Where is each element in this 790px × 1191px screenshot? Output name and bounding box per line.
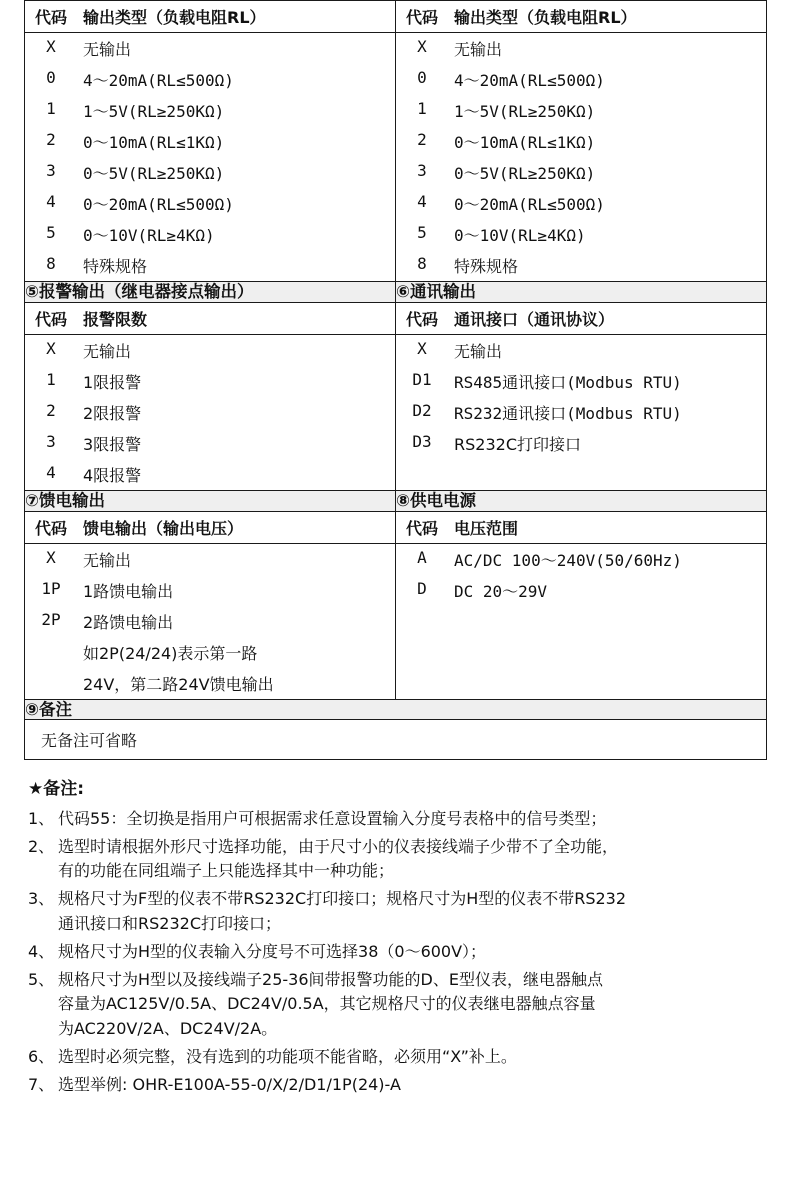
row-code: X [46,338,56,358]
row-code: 0 [46,68,56,87]
section-body-row-9 [25,720,767,760]
table-row [25,64,395,95]
note-number: 4、 [28,941,55,961]
table-row [25,126,395,157]
row-desc: 4限报警 [83,465,142,485]
section-6-band: ⑥通讯输出 [396,282,767,303]
table-row [396,219,766,250]
notes-title: ★备注: [28,779,85,800]
specification-table [24,0,767,760]
table-row [25,428,395,459]
table-row [25,397,395,428]
row-code: 2 [417,130,427,149]
note-item [24,1045,766,1070]
row-desc: 2限报警 [83,403,142,423]
table-row [25,157,395,188]
note-item [24,968,766,1042]
row-desc: 0～20mA(RL≤500Ω) [454,195,605,214]
section-5-list [25,334,396,490]
note-number: 7、 [28,1074,55,1094]
row-code: D3 [412,431,432,451]
note-line: 通讯接口和RS232C打印接口； [58,913,281,933]
row-desc: 0～10mA(RL≤1KΩ) [83,133,225,152]
note-number: 5、 [28,969,55,989]
row-desc: 无输出 [83,341,132,361]
row-desc: 特殊规格 [454,257,519,276]
table-row [25,459,395,490]
section-6-header-cell [396,302,767,334]
row-desc: 1～5V(RL≥250KΩ) [83,102,225,121]
row-code: X [46,547,56,567]
note-line: 选型举例: OHR-E100A-55-0/X/2/D1/1P(24)-A [58,1074,401,1094]
table-row [25,575,395,606]
row-code: 1P [41,578,61,598]
note-line: 规格尺寸为F型的仪表不带RS232C打印接口；规格尺寸为H型的仪表不带RS232 [58,889,627,909]
section-9-band: ⑨备注 [25,699,767,720]
section-band-row-9 [25,699,767,720]
row-code: 8 [417,254,427,273]
table-row [396,335,766,366]
section-band-row-7-8 [25,490,767,511]
output-type-header-row [25,1,767,33]
table-row [25,250,395,281]
row-desc: 无输出 [83,40,132,59]
row-desc: 3限报警 [83,434,142,454]
row-code: X [417,37,427,56]
section-6-list [396,334,767,490]
note-line: 有的功能在同组端子上只能选择其中一种功能； [58,861,395,881]
code-column-label: 代码 [405,518,438,538]
table-row [396,33,766,64]
row-code: 2 [46,400,56,420]
note-number: 3、 [28,889,55,909]
row-desc: 1路馈电输出 [83,581,174,601]
section-body-row-7-8 [25,543,767,699]
row-desc: 1限报警 [83,372,142,392]
row-code: 3 [46,161,56,180]
section-body-row-5-6 [25,334,767,490]
row-code: X [46,37,56,56]
table-row [25,188,395,219]
section-8-list [396,543,767,699]
row-desc: 无输出 [83,550,132,570]
note-line: 选型时请根据外形尺寸选择功能，由于尺寸小的仪表接线端子少带不了全功能， [58,836,619,856]
row-desc: 1～5V(RL≥250KΩ) [454,102,596,121]
row-code [25,637,77,645]
section-6-column-label: 通讯接口（通讯协议） [454,309,615,329]
table-row [25,366,395,397]
section-9-value: 无备注可省略 [25,720,767,760]
code-column-label: 代码 [34,309,67,329]
output-type-header-cell-left [25,1,396,33]
row-desc: 4～20mA(RL≤500Ω) [83,71,234,90]
row-code: 0 [417,68,427,87]
section-band-row-5-6 [25,282,767,303]
row-code: D [417,578,427,598]
note-item [24,835,766,885]
section-header-row-5-6 [25,302,767,334]
output-type-title: 输出类型（负载电阻RL） [454,8,637,27]
row-code: 5 [46,223,56,242]
row-code: 4 [46,192,56,211]
section-8-band: ⑧供电电源 [396,490,767,511]
row-desc: 4～20mA(RL≤500Ω) [454,71,605,90]
row-code: 2 [46,130,56,149]
table-row [25,95,395,126]
section-7-header-cell [25,511,396,543]
row-code: A [417,547,427,567]
note-line: 规格尺寸为H型以及接线端子25-36间带报警功能的D、E型仪表，继电器触点 [58,969,603,989]
table-row [396,575,766,606]
note-item [24,940,766,965]
row-desc: RS232通讯接口(Modbus RTU) [454,403,682,423]
row-code: X [417,338,427,358]
row-code: D2 [412,400,432,420]
section-8-header-cell [396,511,767,543]
note-item [24,887,766,937]
table-row [396,157,766,188]
table-row [396,95,766,126]
output-type-list-left [25,33,396,282]
table-row [25,637,395,668]
table-row [396,188,766,219]
table-row [25,544,395,575]
row-desc: 0～20mA(RL≤500Ω) [83,195,234,214]
row-desc: 0～10V(RL≥4KΩ) [454,226,586,245]
row-code: 4 [417,192,427,211]
table-row [25,335,395,366]
section-7-column-label: 馈电输出（输出电压） [83,518,244,538]
row-desc: AC/DC 100～240V(50/60Hz) [454,550,682,570]
row-code: 1 [46,99,56,118]
code-column-label: 代码 [34,518,67,538]
row-desc: 0～10V(RL≥4KΩ) [83,226,215,245]
table-row [396,397,766,428]
note-number: 6、 [28,1046,55,1066]
row-desc: DC 20～29V [454,581,548,601]
row-code: 5 [417,223,427,242]
output-type-list-right [396,33,767,282]
row-code: 2P [41,609,61,629]
table-row [25,668,395,699]
notes-block [24,776,766,1097]
output-type-title: 输出类型（负载电阻RL） [83,8,266,27]
row-desc: 特殊规格 [83,257,148,276]
table-row [396,126,766,157]
table-row [396,428,766,459]
row-desc: 无输出 [454,341,503,361]
table-row [396,544,766,575]
row-desc: RS232C打印接口 [454,434,581,454]
row-code: 3 [417,161,427,180]
row-desc: 2路馈电输出 [83,612,174,632]
code-column-label: 代码 [405,309,438,329]
output-type-body-row [25,33,767,282]
note-line: 选型时必须完整，没有选到的功能项不能省略，必须用“X”补上。 [58,1046,517,1066]
row-desc: 无输出 [454,40,503,59]
code-column-label: 代码 [405,8,438,27]
note-line: 代码55：全切换是指用户可根据需求任意设置输入分度号表格中的信号类型； [58,808,607,828]
output-type-header-cell-right [396,1,767,33]
row-code: 1 [46,369,56,389]
row-desc: 0～5V(RL≥250KΩ) [83,164,225,183]
note-item [24,807,766,832]
section-header-row-7-8 [25,511,767,543]
row-code: 1 [417,99,427,118]
table-row [396,64,766,95]
row-code: 3 [46,431,56,451]
row-code: 8 [46,254,56,273]
row-code: 4 [46,462,56,482]
note-line: 为AC220V/2A、DC24V/2A。 [58,1019,278,1039]
table-row [25,606,395,637]
section-7-list [25,543,396,699]
row-desc: RS485通讯接口(Modbus RTU) [454,372,682,392]
note-number: 1、 [28,808,55,828]
note-item [24,1073,766,1098]
table-row [25,33,395,64]
table-row [396,366,766,397]
section-5-header-cell [25,302,396,334]
row-code: D1 [412,369,432,389]
note-line: 规格尺寸为H型的仪表输入分度号不可选择38（0～600V）； [58,941,487,961]
section-5-column-label: 报警限数 [83,309,148,329]
row-desc: 0～10mA(RL≤1KΩ) [454,133,596,152]
row-desc: 24V，第二路24V馈电输出 [83,674,274,694]
section-8-column-label: 电压范围 [454,518,519,538]
table-row [396,250,766,281]
row-desc: 0～5V(RL≥250KΩ) [454,164,596,183]
note-number: 2、 [28,836,55,856]
section-7-band: ⑦馈电输出 [25,490,396,511]
row-desc: 如2P(24/24)表示第一路 [83,643,258,663]
row-code [25,668,77,676]
section-5-band: ⑤报警输出（继电器接点输出） [25,282,396,303]
code-column-label: 代码 [34,8,67,27]
note-line: 容量为AC125V/0.5A、DC24V/0.5A，其它规格尺寸的仪表继电器触点容量 [58,994,596,1014]
table-row [25,219,395,250]
